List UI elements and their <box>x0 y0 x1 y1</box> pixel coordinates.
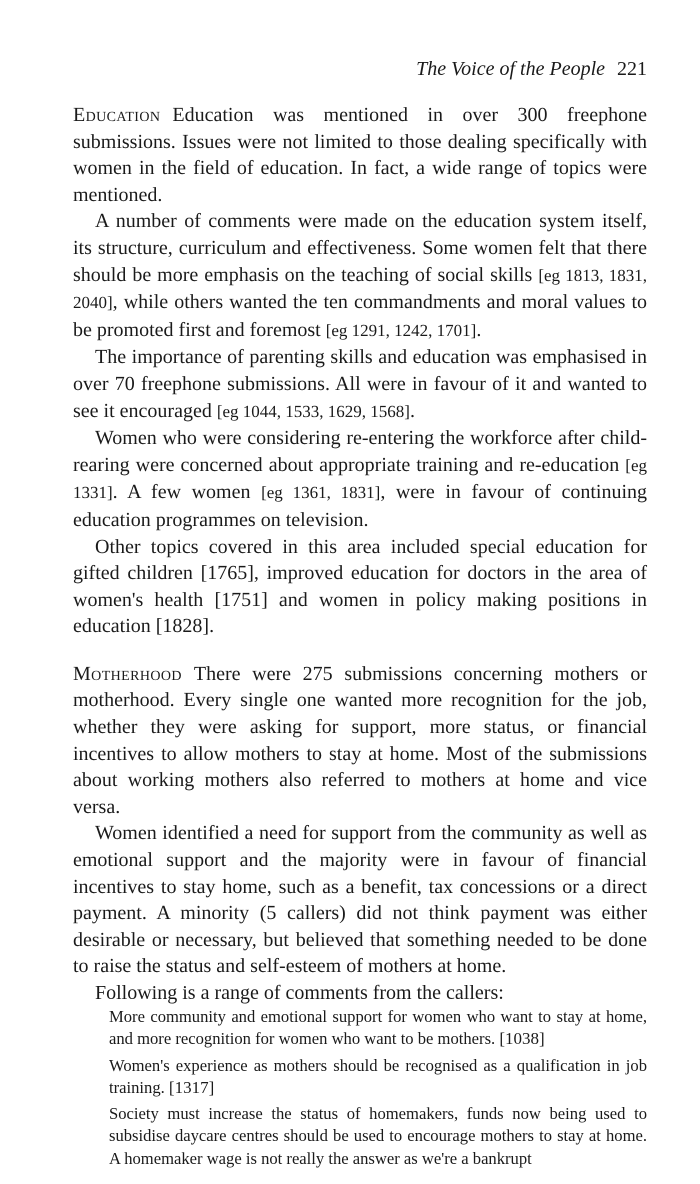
quote-text: More community and emotional support for women who want to stay at home, and more recognition for women who want to be mothers. <box>109 1007 647 1049</box>
education-paragraph-2 <box>73 208 647 344</box>
education-p3-text-b: . <box>409 399 415 422</box>
education-paragraph-3 <box>73 344 647 425</box>
caller-quote <box>109 1103 647 1170</box>
education-paragraph-5: Other topics covered in this area included special education for gifted children [1765], improved education for doctors in the area of women's health [1751] and women in policy making positions in education [1828]. <box>73 535 647 638</box>
quote-ref: [1317] <box>168 1077 215 1097</box>
education-p4-text-c: , were in favour of continuing education programmes on television. <box>73 481 648 531</box>
education-p4-text-b: . A few women <box>112 481 262 504</box>
quotes-lead-in: Following is a range of comments from the callers: <box>95 982 504 1004</box>
running-head <box>73 56 647 82</box>
caller-quote <box>109 1055 647 1100</box>
citation-ref: [eg 1044, 1533, 1629, 1568] <box>216 401 410 421</box>
motherhood-paragraph-2: Women identified a need for support from the community as well as emotional support and the majority were in favour of financial incentives to stay home, such as a benefit, tax concessions or a direct payment. A minority (5 callers) did not think payment was either desirable or necessary, but believed that something needed to be done to raise the status and self-esteem of mothers at home. <box>73 822 647 978</box>
section-heading-education: Education <box>73 104 161 126</box>
education-p2-text-b: , while others wanted the ten commandments and moral values to be promoted first and foremost <box>73 291 647 341</box>
citation-ref: [eg 1291, 1242, 1701] <box>325 320 477 340</box>
quote-ref: [1038] <box>499 1029 545 1049</box>
education-p3-text-a: The importance of parenting skills and education was emphasised in over 70 freephone submissions. All were in favour of it and wanted to see it encouraged <box>73 346 647 422</box>
section-heading-motherhood: Motherhood <box>73 662 182 685</box>
page-number: 221 <box>617 58 647 80</box>
citation-ref: [eg 1331] <box>73 455 647 503</box>
education-paragraph-1 <box>73 102 647 208</box>
education-p4-text-a: Women who were considering re-entering the workforce after child-rearing were concerned about appropriate training and re-education <box>73 427 647 476</box>
running-head-title: The Voice of the People <box>416 58 605 80</box>
citation-ref: [eg 1813, 1831, 2040] <box>73 265 647 313</box>
citation-ref: [eg 1361, 1831] <box>261 483 381 503</box>
education-p2-text-c: . <box>476 318 482 341</box>
education-p2-text-a: A number of comments were made on the education system itself, its structure, curriculum and effectiveness. Some women felt that there should be more emphasis on the teaching of social skills <box>73 210 647 286</box>
motherhood-paragraph-1 <box>73 661 647 821</box>
quote-text: Women's experience as mothers should be recognised as a qualification in job training. <box>109 1055 647 1097</box>
quote-text: Society must increase the status of homemakers, funds now being used to subsidise daycare centres should be used to encourage mothers to stay at home. A homemaker wage is not really the answer as we're a bankrupt <box>109 1104 647 1168</box>
book-page <box>73 56 647 1174</box>
education-p1-text: Education was mentioned in over 300 freephone submissions. Issues were not limited to those dealing specifically with women in the field of education. In fact, a wide range of topics were mentioned. <box>73 104 647 206</box>
caller-quote <box>109 1006 647 1051</box>
education-paragraph-4 <box>73 425 647 533</box>
caller-quotes <box>73 1006 647 1170</box>
motherhood-p1-text: There were 275 submissions concerning mothers or motherhood. Every single one wanted more recognition for the job, whether they were asking for support, more status, or financial incentives to allow mothers to stay at home. Most of the submissions about working mothers also referred to mothers at home and vice versa. <box>73 662 647 818</box>
